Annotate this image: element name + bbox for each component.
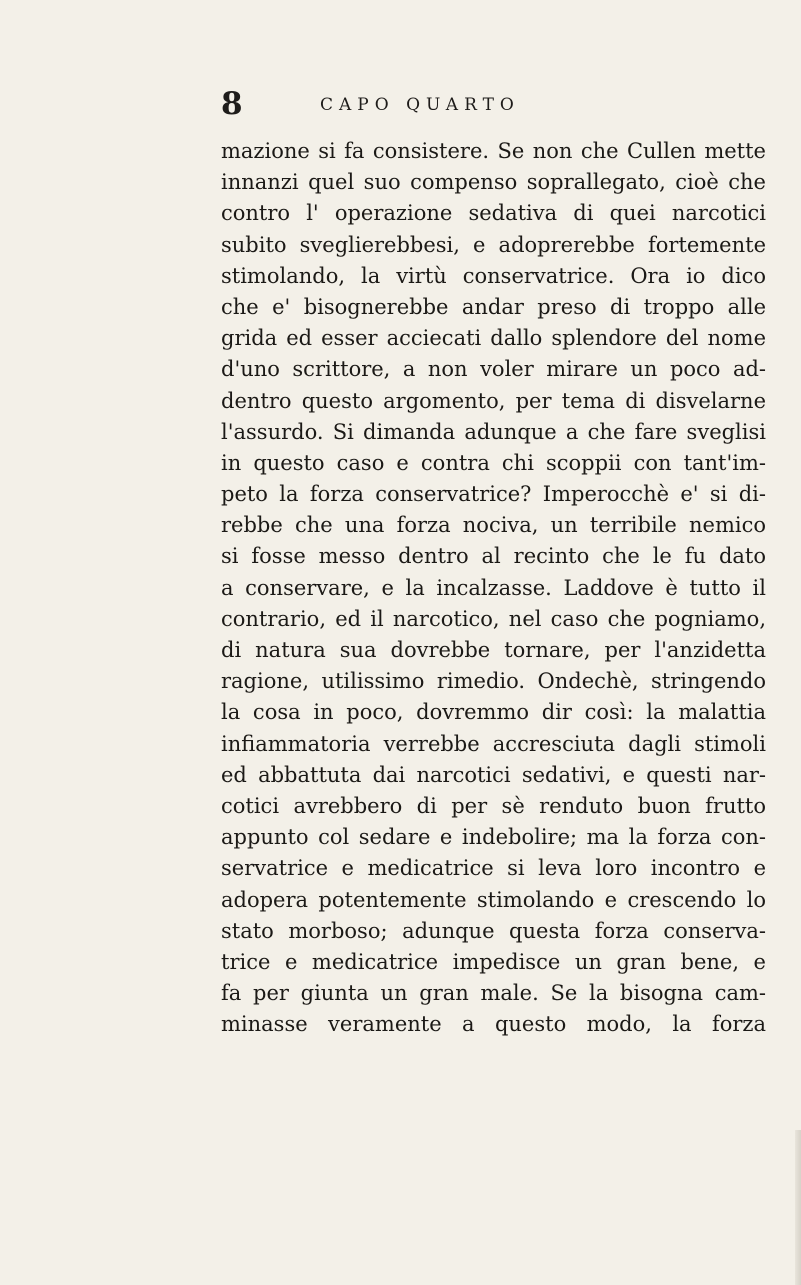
text-line: contrario, ed il narcotico, nel caso che pogniamo, bbox=[221, 606, 766, 631]
text-line: di natura sua dovrebbe tornare, per l'anzidetta bbox=[221, 638, 766, 662]
text-line: subito sveglierebbesi, e adoprerebbe fortemente bbox=[221, 232, 766, 257]
text-line: contro l' operazione sedativa di quei narcotici bbox=[221, 201, 766, 226]
text-line: innanzi quel suo compenso soprallegato, cioè che bbox=[221, 170, 766, 195]
text-line: grida ed esser acciecati dallo splendore del nome bbox=[221, 326, 766, 351]
text-line: trice e medicatrice impedisce un gran bene, e bbox=[221, 949, 766, 974]
body-text bbox=[221, 136, 766, 1040]
text-line: che e' bisognerebbe andar preso di troppo alle bbox=[221, 294, 766, 319]
text-line: infiammatoria verrebbe accresciuta dagli stimoli bbox=[221, 731, 766, 756]
text-line: si fosse messo dentro al recinto che le fu dato bbox=[221, 544, 766, 569]
text-line: minasse veramente a questo modo, la forza bbox=[221, 1012, 766, 1037]
text-line: appunto col sedare e indebolire; ma la forza con- bbox=[221, 825, 766, 850]
text-line: mazione si fa consistere. Se non che Cullen mette bbox=[221, 139, 766, 163]
text-line: dentro questo argomento, per tema di disvelarne bbox=[221, 388, 766, 413]
page-number: 8 bbox=[221, 86, 242, 122]
text-line: servatrice e medicatrice si leva loro incontro e bbox=[221, 856, 766, 881]
page-header bbox=[221, 86, 741, 126]
text-line: la cosa in poco, dovremmo dir così: la malattia bbox=[221, 700, 766, 725]
text-line: stimolando, la virtù conservatrice. Ora io dico bbox=[221, 263, 766, 288]
text-line: a conservare, e la incalzasse. Laddove è tutto il bbox=[221, 575, 766, 600]
text-line: peto la forza conservatrice? Imperocchè e' si di- bbox=[221, 482, 766, 507]
text-line: stato morboso; adunque questa forza conserva- bbox=[221, 918, 766, 943]
text-line: ragione, utilissimo rimedio. Ondechè, stringendo bbox=[221, 669, 766, 694]
text-line: d'uno scrittore, a non voler mirare un poco ad- bbox=[221, 357, 766, 382]
running-head: CAPO QUARTO bbox=[320, 95, 520, 115]
text-line: fa per giunta un gran male. Se la bisogna cam- bbox=[221, 981, 766, 1006]
page-edge-shadow bbox=[795, 1130, 801, 1285]
text-line: ed abbattuta dai narcotici sedativi, e questi nar- bbox=[221, 762, 766, 787]
text-line: cotici avrebbero di per sè renduto buon frutto bbox=[221, 793, 766, 818]
text-line: in questo caso e contra chi scoppii con tant'im- bbox=[221, 450, 766, 475]
text-line: adopera potentemente stimolando e crescendo lo bbox=[221, 887, 766, 912]
text-line: rebbe che una forza nociva, un terribile nemico bbox=[221, 513, 766, 538]
text-line: l'assurdo. Si dimanda adunque a che fare sveglisi bbox=[221, 419, 766, 444]
